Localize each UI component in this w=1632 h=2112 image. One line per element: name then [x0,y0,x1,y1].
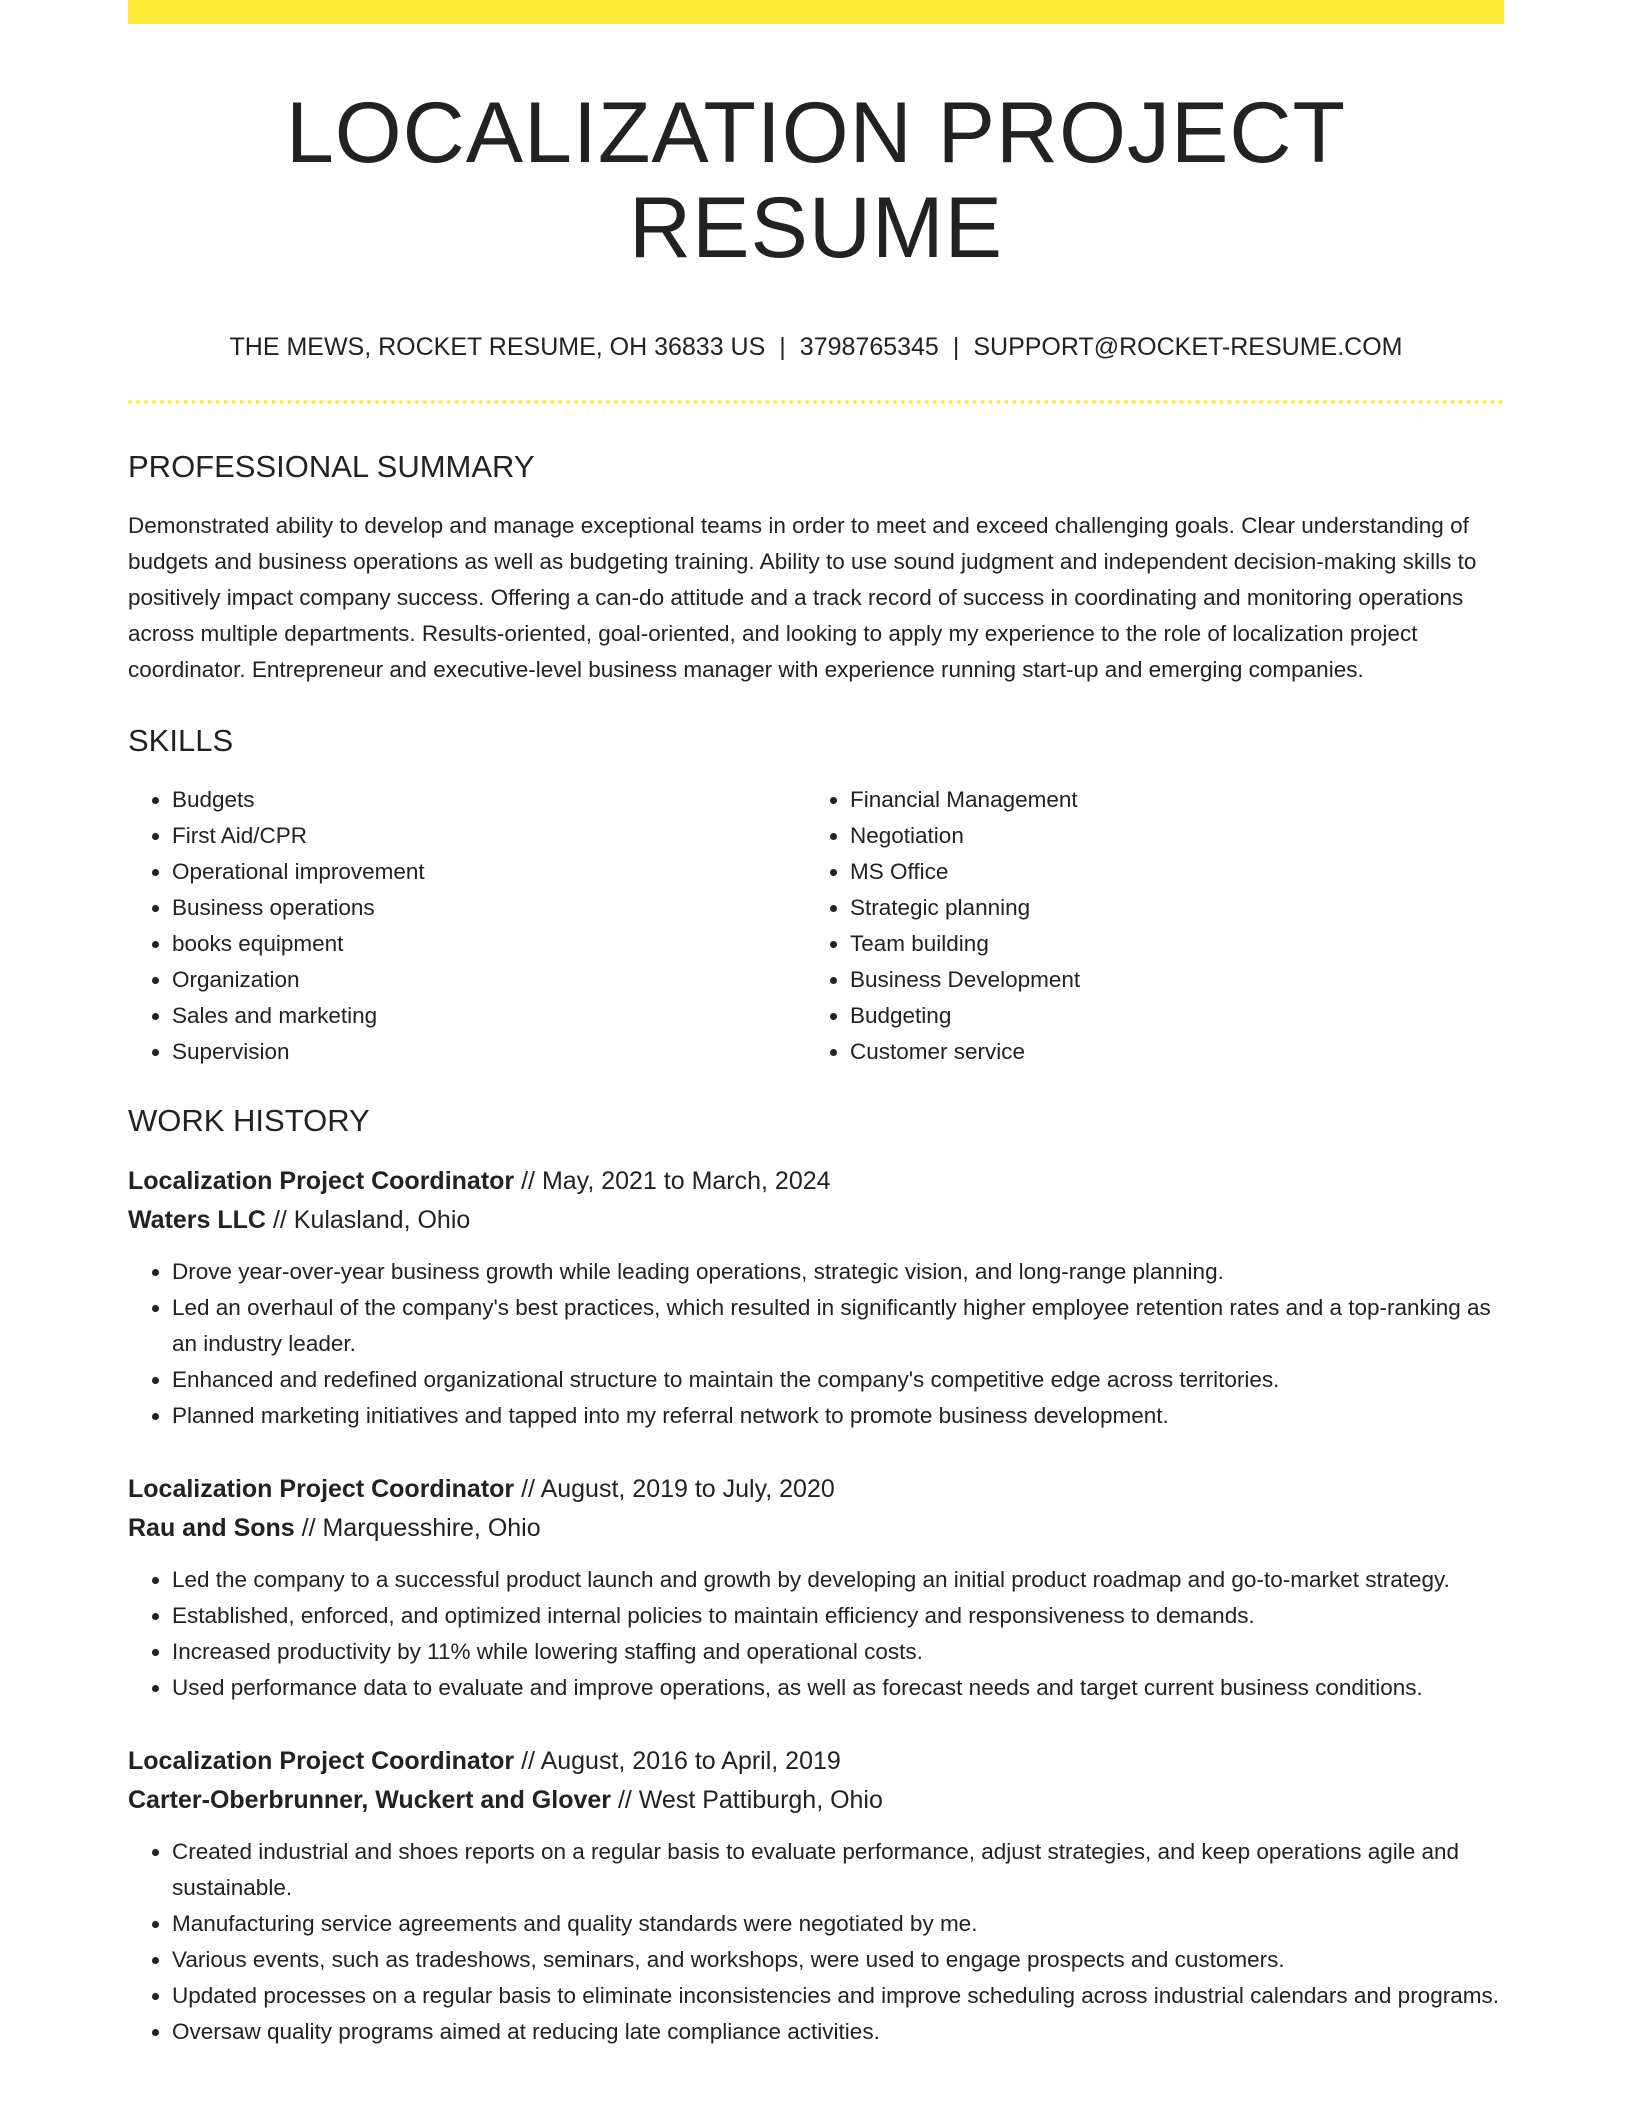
job-bullets [128,1254,1504,1434]
skills-columns [128,782,1504,1070]
skill-item: • Financial Management [850,782,1484,818]
summary-text: Demonstrated ability to develop and manage exceptional teams in order to meet and exceed challenging goals. Clear understanding of budgets and business operations as well as budgeting training. Ability to use sound judgment and independent decision-making skills to positively impact company success. Offering a can-do attitude and a track record of success in coordinating and monitoring operations across multiple departments. Results-oriented, goal-oriented, and looking to apply my experience to the role of localization project coordinator. Entrepreneur and executive-level business manager with experience running start-up and emerging companies. [128,513,1477,683]
job-title-line [128,1162,1504,1201]
job-company: Rau and Sons [128,1514,295,1543]
work-history-section [128,1102,1504,2050]
skills-list-right [806,782,1484,1070]
job-company: Carter-Oberbrunner, Wuckert and Glover [128,1786,611,1815]
skill-item: • Strategic planning [850,890,1484,926]
job-bullet: • Led an overhaul of the company's best practices, which resulted in significantly higher employee retention rates and a top-ranking as an industry leader. [172,1290,1504,1362]
job-bullets [128,1834,1504,2050]
job-bullet: • Used performance data to evaluate and improve operations, as well as forecast needs and target current business conditions. [172,1670,1504,1706]
job-location: // West Pattiburgh, Ohio [617,1786,883,1815]
skill-item: • First Aid/CPR [172,818,806,854]
job-bullets [128,1562,1504,1706]
contact-separator: | [779,333,786,362]
contact-email: SUPPORT@ROCKET-RESUME.COM [973,333,1403,362]
job-company: Waters LLC [128,1206,266,1235]
job-title-line [128,1470,1504,1509]
job-location: // Marquesshire, Ohio [301,1514,541,1543]
work-history-heading: WORK HISTORY [128,1103,370,1139]
skill-item: • Business Development [850,962,1484,998]
job-bullet: • Established, enforced, and optimized internal policies to maintain efficiency and responsiveness to demands. [172,1598,1504,1634]
skills-list-left [128,782,806,1070]
skill-item: • Customer service [850,1034,1484,1070]
skill-item: • MS Office [850,854,1484,890]
job-title: Localization Project Coordinator [128,1475,515,1504]
job-dates: // May, 2021 to March, 2024 [521,1167,831,1196]
summary-heading: PROFESSIONAL SUMMARY [128,449,535,485]
skill-item: • Budgets [172,782,806,818]
job-title-line [128,1742,1504,1781]
skill-item: • Organization [172,962,806,998]
skills-heading: SKILLS [128,723,234,759]
job-entry [128,1742,1504,2050]
job-bullet: • Updated processes on a regular basis to eliminate inconsistencies and improve scheduling across industrial calendars and programs. [172,1978,1504,2014]
job-location: // Kulasland, Ohio [272,1206,471,1235]
skill-item: • Business operations [172,890,806,926]
job-bullet: • Enhanced and redefined organizational structure to maintain the company's competitive edge across territories. [172,1362,1504,1398]
skill-item: • Sales and marketing [172,998,806,1034]
contact-separator: | [952,333,960,362]
job-entry [128,1470,1504,1706]
job-title: Localization Project Coordinator [128,1747,515,1776]
skill-item: • Negotiation [850,818,1484,854]
resume-content [128,0,1504,2050]
job-entry [128,1162,1504,1434]
job-company-line [128,1509,1504,1548]
job-bullet: • Manufacturing service agreements and quality standards were negotiated by me. [172,1906,1504,1942]
skill-item: • books equipment [172,926,806,962]
skill-item: • Team building [850,926,1484,962]
skill-item: • Budgeting [850,998,1484,1034]
dotted-divider [128,400,1504,404]
skills-section [128,722,1504,1070]
job-bullet: • Planned marketing initiatives and tapped into my referral network to promote business development. [172,1398,1504,1434]
job-bullet: • Created industrial and shoes reports on a regular basis to evaluate performance, adjust strategies, and keep operations agile and sustainable. [172,1834,1504,1906]
resume-title: LOCALIZATION PROJECT RESUME [285,85,1347,276]
accent-top-bar [128,0,1504,24]
contact-phone: 3798765345 [799,333,939,362]
job-bullet: • Led the company to a successful product launch and growth by developing an initial product roadmap and go-to-market strategy. [172,1562,1504,1598]
contact-line [128,332,1504,362]
job-bullet: • Increased productivity by 11% while lowering staffing and operational costs. [172,1634,1504,1670]
job-company-line [128,1781,1504,1820]
skill-item: • Supervision [172,1034,806,1070]
job-title: Localization Project Coordinator [128,1167,515,1196]
job-dates: // August, 2019 to July, 2020 [521,1475,835,1504]
job-dates: // August, 2016 to April, 2019 [521,1747,841,1776]
job-bullet: • Various events, such as tradeshows, seminars, and workshops, were used to engage prospects and customers. [172,1942,1504,1978]
contact-address: THE MEWS, ROCKET RESUME, OH 36833 US [229,333,766,362]
summary-section [128,448,1504,688]
skill-item: • Operational improvement [172,854,806,890]
job-bullet: • Oversaw quality programs aimed at reducing late compliance activities. [172,2014,1504,2050]
job-bullet: • Drove year-over-year business growth while leading operations, strategic vision, and long-range planning. [172,1254,1504,1290]
job-company-line [128,1201,1504,1240]
